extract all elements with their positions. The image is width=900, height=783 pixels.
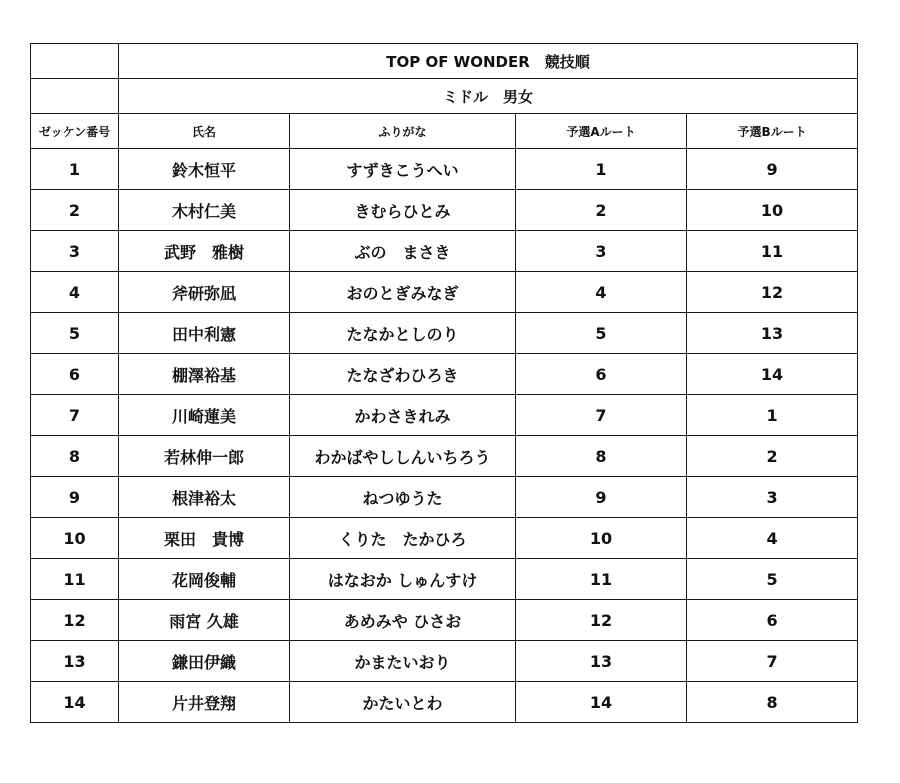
category-row <box>31 79 858 114</box>
kana-cell: おのとぎみなぎ <box>290 272 516 313</box>
bib-cell: 1 <box>31 149 119 190</box>
category-title: ミドル 男女 <box>119 79 858 114</box>
corner-cell <box>31 44 119 79</box>
table-row <box>31 477 858 518</box>
kana-cell: すずきこうへい <box>290 149 516 190</box>
name-cell: 棚澤裕基 <box>119 354 290 395</box>
table-row <box>31 272 858 313</box>
kana-cell: たなざわひろき <box>290 354 516 395</box>
header-route-a: 予選Aルート <box>516 114 687 149</box>
route-b-cell: 2 <box>687 436 858 477</box>
bib-cell: 8 <box>31 436 119 477</box>
name-cell: 鎌田伊織 <box>119 641 290 682</box>
bib-cell: 5 <box>31 313 119 354</box>
header-kana: ふりがな <box>290 114 516 149</box>
route-a-cell: 13 <box>516 641 687 682</box>
table-row <box>31 682 858 723</box>
name-cell: 川崎蓮美 <box>119 395 290 436</box>
kana-cell: ねつゆうた <box>290 477 516 518</box>
bib-cell: 3 <box>31 231 119 272</box>
route-a-cell: 10 <box>516 518 687 559</box>
kana-cell: かまたいおり <box>290 641 516 682</box>
kana-cell: あめみや ひさお <box>290 600 516 641</box>
kana-cell: かたいとわ <box>290 682 516 723</box>
bib-cell: 6 <box>31 354 119 395</box>
route-a-cell: 5 <box>516 313 687 354</box>
name-cell: 栗田 貴博 <box>119 518 290 559</box>
table-row <box>31 641 858 682</box>
bib-cell: 7 <box>31 395 119 436</box>
route-b-cell: 13 <box>687 313 858 354</box>
table-row <box>31 231 858 272</box>
table-row <box>31 313 858 354</box>
route-b-cell: 9 <box>687 149 858 190</box>
kana-cell: くりた たかひろ <box>290 518 516 559</box>
bib-cell: 10 <box>31 518 119 559</box>
route-a-cell: 9 <box>516 477 687 518</box>
bib-cell: 11 <box>31 559 119 600</box>
table-row <box>31 395 858 436</box>
kana-cell: たなかとしのり <box>290 313 516 354</box>
table-row <box>31 559 858 600</box>
name-cell: 若林伸一郎 <box>119 436 290 477</box>
route-b-cell: 11 <box>687 231 858 272</box>
bib-cell: 14 <box>31 682 119 723</box>
table-row <box>31 436 858 477</box>
name-cell: 片井登翔 <box>119 682 290 723</box>
bib-cell: 13 <box>31 641 119 682</box>
kana-cell: はなおか しゅんすけ <box>290 559 516 600</box>
route-b-cell: 8 <box>687 682 858 723</box>
title-row <box>31 44 858 79</box>
route-b-cell: 10 <box>687 190 858 231</box>
header-bib: ゼッケン番号 <box>31 114 119 149</box>
table-row <box>31 354 858 395</box>
event-title: TOP OF WONDER 競技順 <box>119 44 858 79</box>
name-cell: 花岡俊輔 <box>119 559 290 600</box>
route-a-cell: 2 <box>516 190 687 231</box>
name-cell: 根津裕太 <box>119 477 290 518</box>
route-a-cell: 3 <box>516 231 687 272</box>
route-b-cell: 6 <box>687 600 858 641</box>
kana-cell: きむらひとみ <box>290 190 516 231</box>
route-b-cell: 3 <box>687 477 858 518</box>
start-order-table <box>30 43 858 723</box>
route-b-cell: 4 <box>687 518 858 559</box>
name-cell: 田中利憲 <box>119 313 290 354</box>
bib-cell: 2 <box>31 190 119 231</box>
route-a-cell: 1 <box>516 149 687 190</box>
table-row <box>31 190 858 231</box>
name-cell: 木村仁美 <box>119 190 290 231</box>
route-a-cell: 7 <box>516 395 687 436</box>
route-b-cell: 1 <box>687 395 858 436</box>
bib-cell: 4 <box>31 272 119 313</box>
bib-cell: 12 <box>31 600 119 641</box>
route-a-cell: 14 <box>516 682 687 723</box>
bib-cell: 9 <box>31 477 119 518</box>
route-b-cell: 12 <box>687 272 858 313</box>
route-b-cell: 5 <box>687 559 858 600</box>
route-a-cell: 6 <box>516 354 687 395</box>
route-a-cell: 8 <box>516 436 687 477</box>
route-a-cell: 4 <box>516 272 687 313</box>
route-a-cell: 11 <box>516 559 687 600</box>
kana-cell: かわさきれみ <box>290 395 516 436</box>
name-cell: 鈴木恒平 <box>119 149 290 190</box>
header-name: 氏名 <box>119 114 290 149</box>
corner-cell <box>31 79 119 114</box>
route-b-cell: 14 <box>687 354 858 395</box>
name-cell: 武野 雅樹 <box>119 231 290 272</box>
table-row <box>31 600 858 641</box>
name-cell: 雨宮 久雄 <box>119 600 290 641</box>
table-row <box>31 149 858 190</box>
table-row <box>31 518 858 559</box>
name-cell: 斧研弥凪 <box>119 272 290 313</box>
header-route-b: 予選Bルート <box>687 114 858 149</box>
route-a-cell: 12 <box>516 600 687 641</box>
kana-cell: わかばやししんいちろう <box>290 436 516 477</box>
route-b-cell: 7 <box>687 641 858 682</box>
header-row <box>31 114 858 149</box>
table-body <box>31 44 858 723</box>
kana-cell: ぶの まさき <box>290 231 516 272</box>
